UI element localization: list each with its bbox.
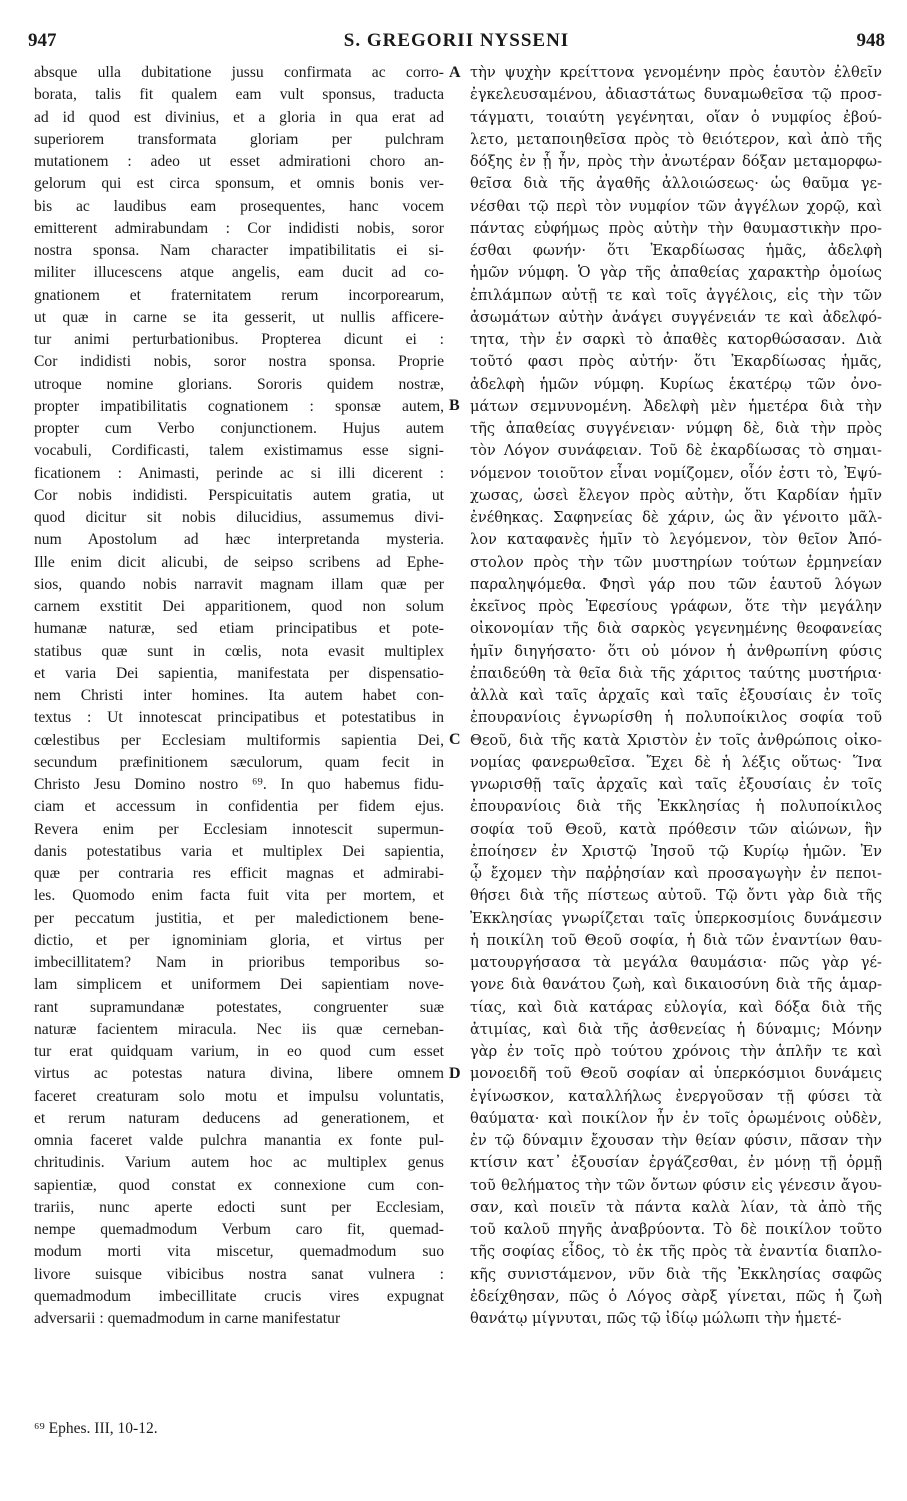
text-line: ματουργήσασα τὰ μεγάλα θαυμάσια· πῶς γὰρ γέ-: [470, 954, 882, 971]
text-line: παραληψόμεθα. Φησὶ γάρ που τῶν ἑαυτοῦ λόγων: [470, 575, 882, 593]
text-line: nostra sponsa. Nam character impatibilitatis ei si-: [34, 242, 444, 259]
text-line: γονε διὰ θανάτου ζωὴ, καὶ δικαιοσύνη διὰ τῆς ἁμαρ-: [470, 976, 882, 994]
text-line: quod dicitur sit nobis dilucidius, assumemus divi-: [34, 509, 444, 526]
text-line: τίας, καὶ διὰ κατάρας εὐλογία, καὶ δόξα διὰ τῆς: [470, 998, 882, 1016]
text-line: πάντας εὐφήμως πρὸς αὐτὴν τὴν θαυμαστικὴν προ-: [470, 219, 882, 237]
text-line: τάγματι, τοιαύτη γεγένηται, οἵαν ὁ νυμφίος ἐβού-: [470, 108, 882, 126]
text-line: ἐπαιδεύθη τὰ θεῖα διὰ τῆς χάριτος ταύτης μυστήρια·: [470, 664, 882, 682]
section-marker-b: B: [449, 397, 460, 414]
text-line: ἀλλὰ καὶ ταῖς ἀρχαῖς καὶ ταῖς ἐξουσίαις ἐν τοῖς: [470, 687, 882, 704]
footnote: ⁶⁹ Ephes. III, 10-12.: [34, 1420, 158, 1437]
running-title: S. GREGORII NYSSENI: [343, 30, 570, 51]
text-line: τὸν Λόγον συνάφειαν. Τοῦ δὲ ἐκαρδίωσας τὸ σημαι-: [470, 442, 882, 460]
text-line: nempe quemadmodum Verbum caro fit, quemad-: [34, 1221, 444, 1238]
text-line: rant supramundanæ potestates, congruenter suæ: [34, 998, 444, 1016]
text-line: ciam et accessum in confidentia per fidem ejus.: [34, 798, 444, 816]
text-line: λον καταφανὲς ἡμῖν τὸ λεγόμενον, τὸν θεῖον Ἀπό-: [470, 531, 882, 549]
text-line: modum morti vita miscetur, quemadmodum suo: [34, 1243, 444, 1261]
text-line: num Apostolum ad hæc interpretanda mysteria.: [34, 531, 444, 549]
page-number-right: 948: [856, 30, 885, 51]
text-line: cœlestibus per Ecclesiam multiformis sapientia Dei,: [34, 731, 444, 749]
text-line: θανάτῳ μίγνυται, πῶς τῷ ἰδίῳ μώλωπι τὴν ἡμετέ-: [470, 1310, 842, 1327]
text-line: θήσει διὰ τῆς πίστεως αὐτοῦ. Τῷ ὄντι γὰρ διὰ τῆς: [470, 887, 882, 905]
text-line: quæ per contraria res efficit magnas et admirabi-: [34, 865, 444, 882]
text-line: ἐπουρανίοις διὰ τῆς Ἐκκλησίας ἡ πολυποίκιλος: [470, 798, 882, 816]
text-line: οἰκονομίαν τῆς διὰ σαρκὸς γεγενημένης θεοφανείας: [470, 620, 882, 638]
text-line: τῆς ἀπαθείας συγγένειαν· νύμφη δὲ, διὰ τὴν πρὸς: [470, 420, 882, 437]
page-header: [28, 30, 885, 60]
text-line: χωσας, ὡσεὶ ἔλεγον πρὸς αὐτὴν, ὅτι Καρδίαν ἡμῖν: [470, 486, 882, 504]
text-line: ἐπουρανίοις ἐγνωρίσθη ἡ πολυποίκιλος σοφία τοῦ: [470, 709, 882, 727]
text-line: Cor indidisti nobis, soror nostra sponsa. Proprie: [34, 353, 444, 371]
text-line: sapientiæ, quod constat ex connexione cum con-: [34, 1176, 444, 1194]
text-line: Ἐκκλησίας γνωρίζεται ταῖς ὑπερκοσμίοις δυνάμεσιν: [470, 909, 882, 927]
text-line: chritudinis. Varium autem hoc ac multiplex genus: [34, 1154, 444, 1172]
text-line: propter cum Verbo conjunctionem. Hujus autem: [34, 420, 444, 437]
text-line: ἐδείχθησαν, πῶς ὁ Λόγος σὰρξ γίνεται, πῶς ἡ ζωὴ: [470, 1287, 882, 1305]
section-marker-c: C: [449, 731, 461, 748]
page-number-left: 947: [28, 30, 57, 51]
text-line: gelorum qui est circa sponsum, et omnis bonis ver-: [34, 175, 444, 193]
text-line: militer illucescens atque angelis, eam ducit ad co-: [34, 264, 444, 282]
text-line: Θεοῦ, διὰ τῆς κατὰ Χριστὸν ἐν τοῖς ἀνθρώποις οἰκο-: [470, 731, 882, 749]
text-line: ἐγίνωσκον, καταλλήλως ἐνεργοῦσαν τῇ φύσει τὰ: [470, 1087, 882, 1105]
text-line: virtus ac potestas natura divina, libere omnem: [34, 1065, 444, 1083]
text-line: νόμενον τοιοῦτον εἶναι νομίζομεν, οἷόν ἐστι τὸ, Ἐψύ-: [470, 464, 882, 482]
text-line: carnem exstitit Dei apparitionem, quod non solum: [34, 598, 444, 615]
text-line: naturæ facientem miracula. Nec iis quæ cerneban-: [34, 1020, 444, 1038]
text-line: Revera enim per Ecclesiam innotescit supermun-: [34, 820, 444, 838]
text-line: γνωρισθῇ ταῖς ἀρχαῖς καὶ ταῖς ἐξουσίαις ἐν τοῖς: [470, 776, 882, 793]
text-line: humanæ naturæ, sed etiam principatibus et pote-: [34, 620, 444, 638]
text-line: superiorem transformata gloriam per pulchram: [34, 130, 444, 148]
section-marker-a: A: [449, 64, 461, 81]
text-line: danis potestatibus varia et multiplex Dei sapientia,: [34, 842, 444, 860]
text-line: ἡ ποικίλη τοῦ Θεοῦ σοφία, ἡ διὰ τῶν ἐναντίων θαυ-: [470, 931, 882, 949]
text-line: textus : Ut innotescat principatibus et potestatibus in: [34, 709, 444, 727]
text-line: ἐποίησεν ἐν Χριστῷ Ἰησοῦ τῷ Κυρίῳ ἡμῶν. Ἐν: [470, 842, 882, 860]
text-line: ad id quod est divinius, et a gloria in qua erat ad: [34, 108, 444, 126]
text-line: τὴν ψυχὴν κρείττονα γενομένην πρὸς ἑαυτὸν ἐλθεῖν: [470, 64, 882, 81]
text-line: bis ac laudibus eam prosequentes, hanc vocem: [34, 197, 444, 215]
text-line: propter impatibilitatis cognationem : sponsæ autem,: [34, 397, 444, 415]
text-line: λετο, μεταποιηθεῖσα πρὸς τὸ θειότερον, καὶ ἀπὸ τῆς: [470, 130, 882, 148]
text-line: νομίας φανερωθεῖσα. Ἔχει δὲ ἡ λέξις οὕτως· Ἵνα: [470, 753, 882, 771]
text-line: imbecillitatem? Nam in prioribus temporibus so-: [34, 954, 444, 971]
text-line: σοφία τοῦ Θεοῦ, κατὰ πρόθεσιν τῶν αἰώνων, ἣν: [470, 820, 882, 838]
text-line: livore suisque vibicibus nostra sanat vulnera :: [34, 1265, 444, 1283]
text-line: ἐν τῷ δύναμιν ἔχουσαν τὴν θείαν φύσιν, πᾶσαν τὴν: [470, 1132, 882, 1149]
text-line: στολον πρὸς τὴν τῶν μυστηρίων τούτων ἑρμηνείαν: [470, 553, 882, 571]
text-line: τοῦ καλοῦ πηγῆς ἀναβρύοντα. Τὸ δὲ ποικίλον τοῦτο: [470, 1221, 882, 1238]
text-line: emitterent admirabundam : Cor indidisti nobis, soror: [34, 219, 444, 237]
section-marker-d: D: [449, 1065, 461, 1082]
text-line: tur animi perturbationibus. Propterea dicunt ei :: [34, 331, 444, 348]
text-line: Christo Jesu Domino nostro ⁶⁹. In quo habemus fidu-: [34, 776, 444, 793]
text-line: mutationem : adeo ut esset admirationi choro an-: [34, 153, 444, 170]
text-line: tur erat quidquam varium, in eo quod cum esset: [34, 1043, 444, 1060]
text-line: utroque nomine glorians. Sororis quidem nostræ,: [34, 375, 444, 393]
text-line: dictio, et per ignominiam gloria, et virtus per: [34, 931, 444, 949]
text-line: μάτων σεμνυνομένη. Ἀδελφὴ μὲν ἡμετέρα διὰ τὴν: [470, 397, 882, 415]
text-line: ᾧ ἔχομεν τὴν παῤῥησίαν καὶ προσαγωγὴν ἐν πεποι-: [470, 865, 882, 882]
text-line: statibus quæ sunt in cœlis, nota evasit multiplex: [34, 642, 444, 660]
text-line: ἡμῶν νύμφη. Ὁ γὰρ τῆς ἀπαθείας χαρακτὴρ ὁμοίως: [470, 264, 882, 282]
text-line: quemadmodum imbecillitate crucis vires expugnat: [34, 1287, 444, 1305]
text-line: ἐγκελευσαμένου, ἀδιαστάτως δυναμωθεῖσα τῷ προσ-: [470, 86, 882, 104]
text-line: adversarii : quemadmodum in carne manifestatur: [34, 1310, 341, 1327]
text-line: Cor nobis indidisti. Perspicuitatis autem gratia, ut: [34, 486, 444, 504]
text-line: θαύματα· καὶ ποικίλον ἦν ἐν τοῖς ὁρωμένοις οὐδὲν,: [470, 1109, 882, 1127]
text-line: δόξης ἐν ᾗ ἦν, πρὸς τὴν ἀνωτέραν δόξαν μεταμορφω-: [470, 153, 882, 170]
text-line: per peccatum justitia, et per maledictionem bene-: [34, 909, 444, 927]
greek-column: [470, 62, 882, 1330]
text-line: faceret creaturam solo motu et impulsu voluntatis,: [34, 1087, 444, 1105]
text-line: et varia Dei sapientia, manifestata per dispensatio-: [34, 664, 444, 682]
text-line: τοῦτό φασι πρὸς αὐτήν· ὅτι Ἐκαρδίωσας ἡμᾶς,: [470, 353, 882, 371]
text-line: γὰρ ἐν τοῖς πρὸ τούτου χρόνοις τὴν ἁπλῆν τε καὶ: [470, 1043, 882, 1060]
text-line: absque ulla dubitatione jussu confirmata ac corro-: [34, 64, 444, 81]
text-line: gnationem et fraternitatem rerum incorporearum,: [34, 286, 444, 304]
text-line: ἐνέθηκας. Σαφηνείας δὲ χάριν, ὡς ἂν γένοιτο μᾶλ-: [470, 509, 882, 526]
text-line: vocabuli, Cordificasti, talem existimamus esse signi-: [34, 442, 444, 460]
latin-column: [34, 62, 444, 1330]
text-line: ut quæ in carne se ita gesserit, ut nullis afficere-: [34, 308, 444, 326]
text-line: ἀδελφὴ ἡμῶν νύμφη. Κυρίως ἑκατέρῳ τῶν ὀνο-: [470, 375, 882, 393]
text-line: et rerum naturam deducens ad generationem, et: [34, 1109, 444, 1127]
text-line: ἀτιμίας, καὶ διὰ τῆς ἀσθενείας ἡ δύναμις; Μόνην: [470, 1020, 882, 1038]
text-line: omnia faceret valde pulchra manantia ex fonte pul-: [34, 1132, 444, 1149]
text-line: κτίσιν κατ᾽ ἐξουσίαν ἐργάζεσθαι, ἐν μόνῃ τῇ ὁρμῇ: [470, 1154, 882, 1172]
text-line: Ille enim dicit alicubi, de seipso scribens ad Ephe-: [34, 553, 444, 571]
text-line: νέσθαι τῷ περὶ τὸν νυμφίον τῶν ἀγγέλων χορῷ, καὶ: [470, 197, 882, 215]
text-line: ἀσωμάτων αὐτὴν ἀνάγει συγγένειάν τε καὶ ἀδελφό-: [470, 308, 882, 326]
text-line: τῆς σοφίας εἶδος, τὸ ἐκ τῆς πρὸς τὰ ἐναντία διαπλο-: [470, 1243, 882, 1261]
text-line: τητα, τὴν ἐν σαρκὶ τὸ ἀπαθὲς κατορθώσασαν. Διὰ: [470, 331, 882, 348]
text-line: lam simplicem et uniformem Dei sapientiam nove-: [34, 976, 444, 994]
text-line: les. Quomodo enim facta fuit vita per mortem, et: [34, 887, 444, 905]
text-line: borata, talis fit qualem eam vult sponsus, traducta: [34, 86, 444, 104]
text-line: secundum præfinitionem sæculorum, quam fecit in: [34, 753, 444, 771]
text-line: ἡμῖν διηγήσατο· ὅτι οὐ μόνον ἡ ἀνθρωπίνη φύσις: [470, 642, 882, 660]
text-line: ἐκεῖνος πρὸς Ἐφεσίους γράφων, ὅτε τὴν μεγάλην: [470, 598, 882, 615]
text-line: σαν, καὶ ποιεῖν τὰ πάντα καλὰ λίαν, τὰ ἀπὸ τῆς: [470, 1198, 882, 1216]
text-line: ἐπιλάμπων αὐτῇ τε καὶ τοῖς ἀγγέλοις, εἰς τὴν τῶν: [470, 286, 882, 304]
text-line: θεῖσα διὰ τῆς ἀγαθῆς ἀλλοιώσεως· ὡς θαῦμα γε-: [470, 175, 882, 193]
text-line: μονοειδῆ τοῦ Θεοῦ σοφίαν αἱ ὑπερκόσμιοι δυνάμεις: [470, 1065, 882, 1083]
text-line: sios, quando nobis narravit magnam illam quæ per: [34, 575, 444, 593]
text-line: τοῦ θελήματος τὴν τῶν ὄντων φύσιν εἰς γένεσιν ἄγου-: [470, 1176, 882, 1194]
text-line: nem Christi inter homines. Ita autem habet con-: [34, 687, 444, 704]
text-line: έσθαι φωνήν· ὅτι Ἐκαρδίωσας ἡμᾶς, ἀδελφὴ: [470, 242, 882, 259]
text-line: trariis, nunc aperte edocti sunt per Ecclesiam,: [34, 1198, 444, 1216]
text-line: κῆς συνιστάμενον, νῦν διὰ τῆς Ἐκκλησίας σαφῶς: [470, 1265, 882, 1283]
text-line: ficationem : Animasti, perinde ac si illi dicerent :: [34, 464, 444, 482]
